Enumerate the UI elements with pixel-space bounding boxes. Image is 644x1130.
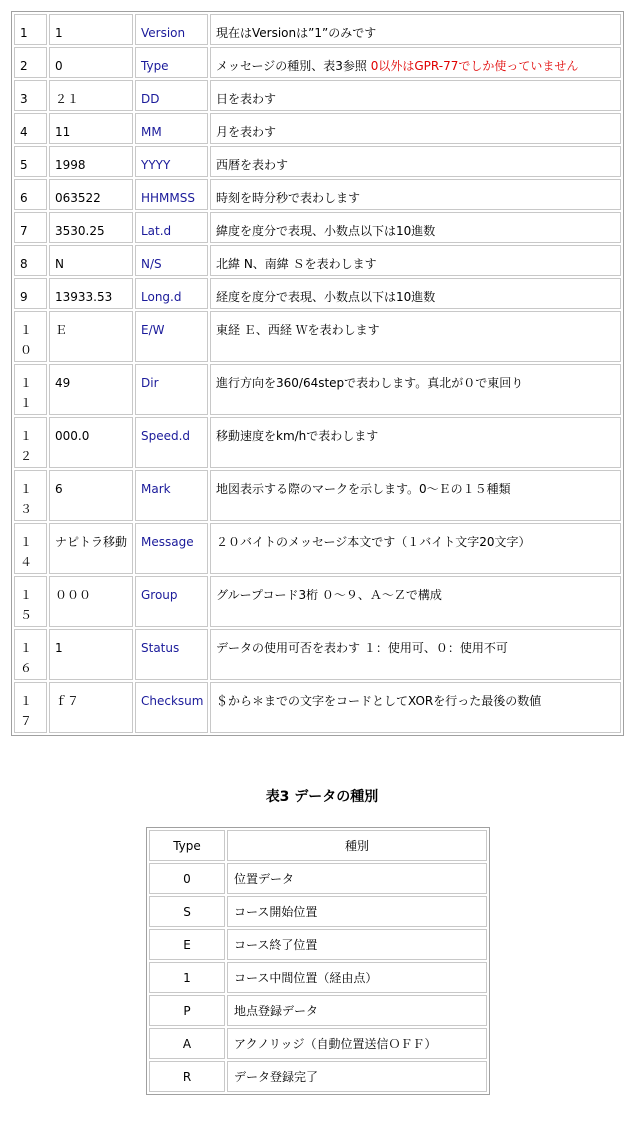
field-number: １４ [14, 523, 47, 574]
field-description-text: 北緯 N、南緯 Ｓを表わします [216, 257, 377, 271]
table-row [14, 576, 621, 627]
table-row [149, 1061, 487, 1092]
field-description-text: 現在はVersionは”1”のみです [216, 26, 377, 40]
field-name: DD [135, 80, 208, 111]
field-example-value: N [49, 245, 133, 276]
field-example-value: ０００ [49, 576, 133, 627]
field-description [210, 14, 621, 45]
field-number: 1 [14, 14, 47, 45]
field-description-text: ＄から＊までの文字をコードとしてXORを行った最後の数値 [216, 694, 542, 708]
field-description-text: グループコード3桁 ０～９、Ａ～Ｚで構成 [216, 588, 442, 602]
type-code: S [149, 896, 225, 927]
field-example-value: Ｅ [49, 311, 133, 362]
field-description [210, 47, 621, 78]
type-kind: データ登録完了 [227, 1061, 487, 1092]
field-description-text: 移動速度をkm/hで表わします [216, 429, 379, 443]
field-description [210, 682, 621, 733]
field-number: １２ [14, 417, 47, 468]
field-name: Type [135, 47, 208, 78]
field-number: １６ [14, 629, 47, 680]
table-row [14, 629, 621, 680]
table-row [149, 863, 487, 894]
field-description [210, 576, 621, 627]
table-row [14, 311, 621, 362]
types-header-kind: 種別 [227, 830, 487, 861]
type-code: 0 [149, 863, 225, 894]
field-example-value: ２１ [49, 80, 133, 111]
field-description [210, 80, 621, 111]
type-kind: 位置データ [227, 863, 487, 894]
table-row [14, 470, 621, 521]
field-example-value: 063522 [49, 179, 133, 210]
field-name: Status [135, 629, 208, 680]
field-description-text: 日を表わす [216, 92, 277, 106]
field-description-note: 0以外はGPR-77でしか使っていません [370, 59, 579, 73]
field-example-value: ナピトラ移動 [49, 523, 133, 574]
field-name: Checksum [135, 682, 208, 733]
table-row [14, 146, 621, 177]
data-type-table [146, 827, 490, 1095]
message-format-table [11, 11, 624, 736]
field-name: YYYY [135, 146, 208, 177]
field-description-text: 進行方向を360/64stepで表わします。真北が０で東回り [216, 376, 524, 390]
field-name: Group [135, 576, 208, 627]
type-code: R [149, 1061, 225, 1092]
field-number: １３ [14, 470, 47, 521]
field-description-text: データの使用可否を表わす １：使用可、０：使用不可 [216, 641, 508, 655]
field-number: 4 [14, 113, 47, 144]
field-number: 6 [14, 179, 47, 210]
type-code: P [149, 995, 225, 1026]
field-description [210, 146, 621, 177]
field-number: １５ [14, 576, 47, 627]
field-name: Long.d [135, 278, 208, 309]
field-description-text: 地図表示する際のマークを示します。0～Ｅの１５種類 [216, 482, 511, 496]
type-kind: 地点登録データ [227, 995, 487, 1026]
types-table-caption: 表3 データの種別 [265, 789, 379, 805]
field-description-text: 東経 Ｅ、西経 Ｗを表わします [216, 323, 380, 337]
field-description [210, 179, 621, 210]
field-example-value: 49 [49, 364, 133, 415]
field-name: Message [135, 523, 208, 574]
field-number: 5 [14, 146, 47, 177]
table-row [149, 962, 487, 993]
type-kind: アクノリッジ（自動位置送信ＯＦＦ） [227, 1028, 487, 1059]
table-row [14, 80, 621, 111]
field-description-text: 西暦を表わす [216, 158, 289, 172]
field-name: N/S [135, 245, 208, 276]
field-description [210, 470, 621, 521]
field-name: Lat.d [135, 212, 208, 243]
field-example-value: 1 [49, 629, 133, 680]
table-row [14, 523, 621, 574]
table-row [14, 245, 621, 276]
field-example-value: 1 [49, 14, 133, 45]
field-name: Dir [135, 364, 208, 415]
field-description-text: メッセージの種別、表3参照 [216, 59, 371, 73]
table-row [14, 417, 621, 468]
data-type-table-body [149, 830, 487, 1092]
table-row [14, 278, 621, 309]
field-description [210, 364, 621, 415]
field-name: Mark [135, 470, 208, 521]
field-number: 8 [14, 245, 47, 276]
type-code: E [149, 929, 225, 960]
message-format-table-body [14, 14, 621, 733]
field-number: １１ [14, 364, 47, 415]
field-number: 9 [14, 278, 47, 309]
table-row [149, 896, 487, 927]
field-description-text: 時刻を時分秒で表わします [216, 191, 361, 205]
type-kind: コース中間位置（経由点） [227, 962, 487, 993]
field-description [210, 245, 621, 276]
type-kind: コース開始位置 [227, 896, 487, 927]
table-row [14, 113, 621, 144]
field-number: 7 [14, 212, 47, 243]
field-example-value: 000.0 [49, 417, 133, 468]
field-description [210, 311, 621, 362]
field-name: HHMMSS [135, 179, 208, 210]
table-row [14, 682, 621, 733]
field-example-value: ｆ７ [49, 682, 133, 733]
table-row [149, 929, 487, 960]
field-description-text: 緯度を度分で表現、小数点以下は10進数 [216, 224, 436, 238]
field-example-value: 1998 [49, 146, 133, 177]
table-row [14, 212, 621, 243]
field-description [210, 523, 621, 574]
type-code: A [149, 1028, 225, 1059]
field-example-value: 3530.25 [49, 212, 133, 243]
type-kind: コース終了位置 [227, 929, 487, 960]
table-row [14, 47, 621, 78]
field-number: １０ [14, 311, 47, 362]
field-number: １７ [14, 682, 47, 733]
type-code: 1 [149, 962, 225, 993]
table-row [14, 364, 621, 415]
types-header-type: Type [149, 830, 225, 861]
table-row [149, 1028, 487, 1059]
field-example-value: 13933.53 [49, 278, 133, 309]
types-header-row [149, 830, 487, 861]
table-row [149, 995, 487, 1026]
field-name: E/W [135, 311, 208, 362]
table-row [14, 14, 621, 45]
field-description [210, 212, 621, 243]
field-description [210, 629, 621, 680]
table-row [14, 179, 621, 210]
field-example-value: 11 [49, 113, 133, 144]
field-description [210, 113, 621, 144]
field-description [210, 417, 621, 468]
field-name: Speed.d [135, 417, 208, 468]
field-name: MM [135, 113, 208, 144]
field-number: 3 [14, 80, 47, 111]
field-description [210, 278, 621, 309]
field-name: Version [135, 14, 208, 45]
field-number: 2 [14, 47, 47, 78]
field-description-text: 月を表わす [216, 125, 277, 139]
field-description-text: ２０バイトのメッセージ本文です（１バイト文字20文字） [216, 535, 531, 549]
field-example-value: 6 [49, 470, 133, 521]
field-description-text: 経度を度分で表現、小数点以下は10進数 [216, 290, 436, 304]
field-example-value: 0 [49, 47, 133, 78]
